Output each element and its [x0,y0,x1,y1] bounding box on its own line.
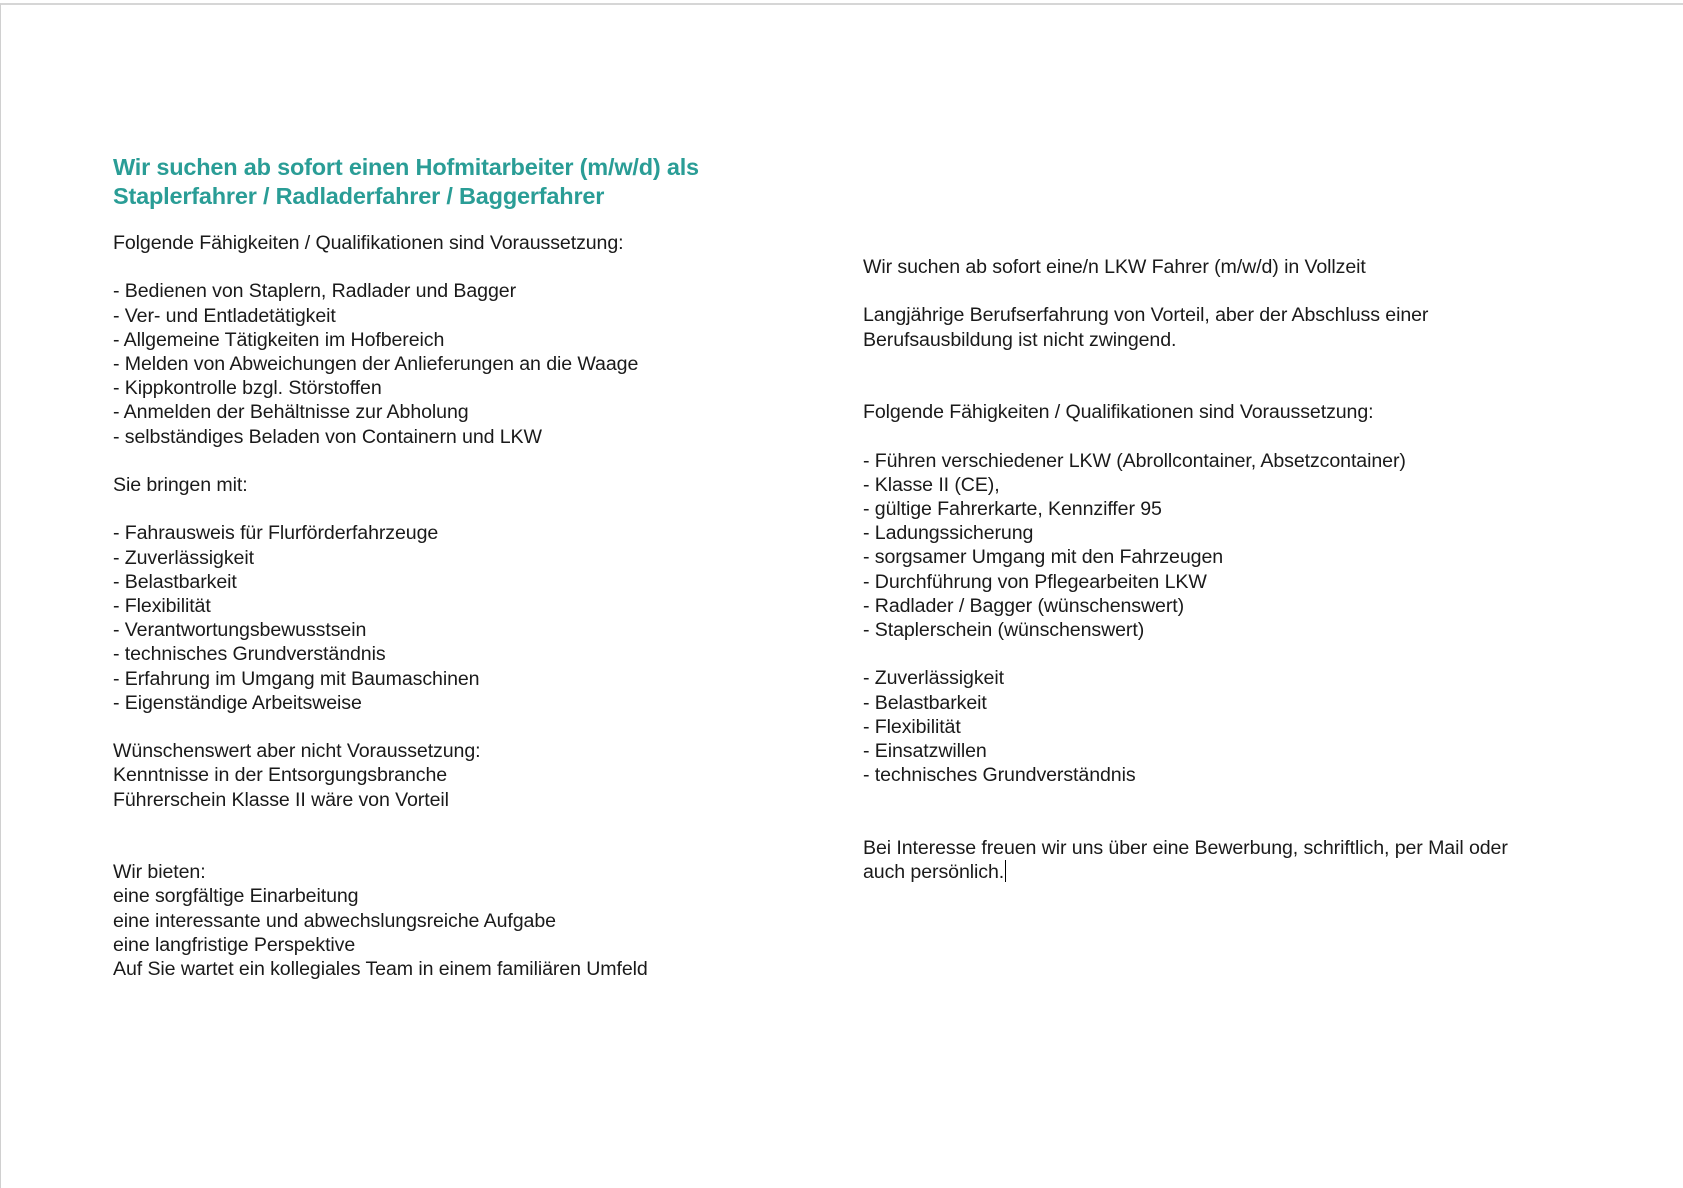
offer-line: Auf Sie wartet ein kollegiales Team in einem familiären Umfeld [113,958,648,981]
list-item: - Allgemeine Tätigkeiten im Hofbereich [113,328,445,351]
offer-line: eine langfristige Perspektive [113,933,356,956]
offer-line: Wir bieten: [113,861,206,884]
list-item: - Führen verschiedener LKW (Abrollcontainer, Absetzcontainer) [863,449,1406,472]
heading-line: Staplerfahrer / Radladerfahrer / Baggerfahrer [113,183,605,209]
closing-line-last [863,860,1583,884]
optional-line: Führerschein Klasse II wäre von Vorteil [113,788,449,811]
requirements-list [863,449,1583,643]
optional-line: Kenntnisse in der Entsorgungsbranche [113,764,448,787]
list-item: - Erfahrung im Umgang mit Baumaschinen [113,667,480,690]
list-item: - Flexibilität [113,595,211,617]
list-item: - Belastbarkeit [113,570,237,593]
list-item: - Fahrausweis für Flurförderfahrzeuge [113,522,439,545]
experience-line: Berufsausbildung ist nicht zwingend. [863,328,1177,351]
list-item: - Ver- und Entladetätigkeit [113,304,336,327]
experience-block [863,303,1583,351]
list-item: - Eigenständige Arbeitsweise [113,691,362,714]
list-item: - Zuverlässigkeit [863,667,1004,690]
optional-line: Wünschenswert aber nicht Voraussetzung: [113,740,481,763]
job-heading-yard-worker [113,153,753,211]
offer-line: eine sorgfältige Einarbeitung [113,885,359,908]
optional-block [113,739,753,812]
requirements-intro: Folgende Fähigkeiten / Qualifikationen sind Voraussetzung: [863,401,1374,424]
list-item: - Flexibilität [863,715,961,738]
list-item: - technisches Grundverständnis [113,643,386,666]
list-item: - Bedienen von Staplern, Radlader und Bagger [113,280,516,303]
list-item: - Belastbarkeit [863,691,987,714]
list-item: - Anmelden der Behältnisse zur Abholung [113,401,469,424]
offer-line: eine interessante und abwechslungsreiche Aufgabe [113,909,556,932]
closing-block[interactable] [863,836,1583,884]
text-cursor [1005,860,1006,882]
closing-line-text: auch persönlich. [863,861,1005,883]
list-item: - gültige Fahrerkarte, Kennziffer 95 [863,497,1162,520]
truck-driver-intro: Wir suchen ab sofort eine/n LKW Fahrer (m/w/d) in Vollzeit [863,256,1366,278]
list-item: - Kippkontrolle bzgl. Störstoffen [113,377,382,400]
list-item: - Einsatzwillen [863,740,987,762]
traits-list [863,666,1583,787]
list-item: - Ladungssicherung [863,522,1034,545]
list-item: - selbständiges Beladen von Containern und LKW [113,425,542,448]
list-item: - Verantwortungsbewusstsein [113,619,367,642]
document-page [0,3,1683,1188]
bring-intro: Sie bringen mit: [113,474,248,496]
list-item: - Staplerschein (wünschenswert) [863,619,1145,641]
list-item: - Durchführung von Pflegearbeiten LKW [863,570,1207,593]
bring-list [113,521,753,715]
requirements-list [113,279,753,448]
list-item: - Klasse II (CE), [863,473,1000,496]
list-item: - Melden von Abweichungen der Anlieferungen an die Waage [113,353,639,375]
left-column [113,153,753,981]
list-item: - Radlader / Bagger (wünschenswert) [863,594,1185,617]
offer-block [113,860,753,981]
right-column [863,255,1583,884]
list-item: - Zuverlässigkeit [113,546,254,569]
closing-line: Bei Interesse freuen wir uns über eine Bewerbung, schriftlich, per Mail oder [863,836,1508,859]
requirements-intro: Folgende Fähigkeiten / Qualifikationen sind Voraussetzung: [113,232,624,254]
list-item: - technisches Grundverständnis [863,764,1136,787]
list-item: - sorgsamer Umgang mit den Fahrzeugen [863,546,1224,569]
experience-line: Langjährige Berufserfahrung von Vorteil, aber der Abschluss einer [863,304,1429,327]
heading-line: Wir suchen ab sofort einen Hofmitarbeiter (m/w/d) als [113,154,699,180]
